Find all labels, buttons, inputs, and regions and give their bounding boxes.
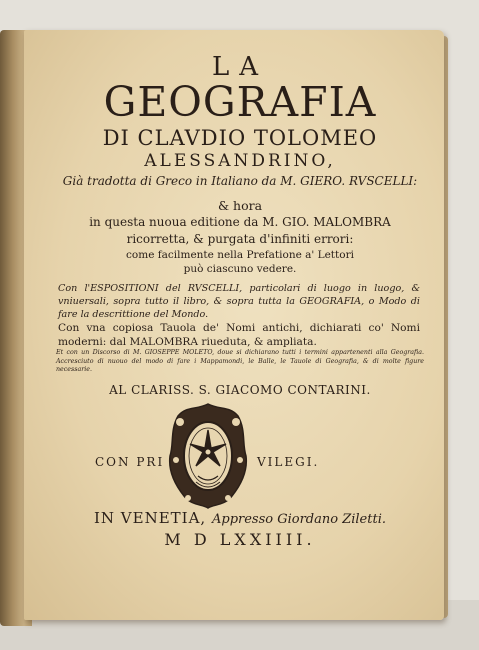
- author-line: DI CLAVDIO TOLOMEO: [102, 126, 378, 150]
- edition-line: in questa nuoua editione da M. GIO. MALOMBRA: [89, 215, 391, 229]
- privilege-left: CON PRI: [95, 455, 165, 469]
- tauola-paragraph: Con vna copiosa Tauola de' Nomi antichi, dichiarati co' Nomi moderni: dal MALOMBRA riueduta, & ampliata.: [58, 322, 420, 348]
- corrected-line: ricorretta, & purgata d'infiniti errori:: [126, 232, 354, 246]
- see-line: può ciascuno vedere.: [183, 263, 297, 275]
- translator-line: Già tradotta di Greco in Italiano da M. GIERO. RVSCELLI:: [62, 174, 418, 188]
- title-la: LA: [211, 52, 269, 82]
- imprint-city: IN VENETIA,: [93, 509, 207, 527]
- origin-line: ALESSANDRINO,: [144, 151, 336, 171]
- privilege-right: VILEGI.: [257, 455, 320, 469]
- title-geografia: GEOGRAFIA: [103, 78, 377, 126]
- imprint-printer: Appresso Giordano Ziletti.: [211, 512, 386, 527]
- hora-line: & hora: [217, 198, 263, 213]
- imprint-line: [30, 509, 450, 527]
- discorso-paragraph: Et con un Discorso di M. GIOSEPPE MOLETO, doue si dichiarano tutti i termini appartenenti alla Geografia. Accresciuto di nuouo del modo di fare i Mappamondi, le Balle, le Tauole di Geografia, & di molte figure necessarie.: [56, 349, 424, 373]
- imprint-date: M D LXXIIII.: [164, 530, 316, 549]
- preface-line: come facilmente nella Prefatione a' Lettori: [126, 249, 354, 261]
- printer-emblem-icon: [168, 400, 248, 510]
- espositioni-paragraph: Con l'ESPOSITIONI del RVSCELLI, particolari di luogo in luogo, & vniuersali, sopra tutto il libro, & sopra tutta la GEOGRAFIA, o Modo di fare la descrittione del Mondo.: [58, 283, 420, 320]
- dedication-line: AL CLARISS. S. GIACOMO CONTARINI.: [109, 383, 371, 397]
